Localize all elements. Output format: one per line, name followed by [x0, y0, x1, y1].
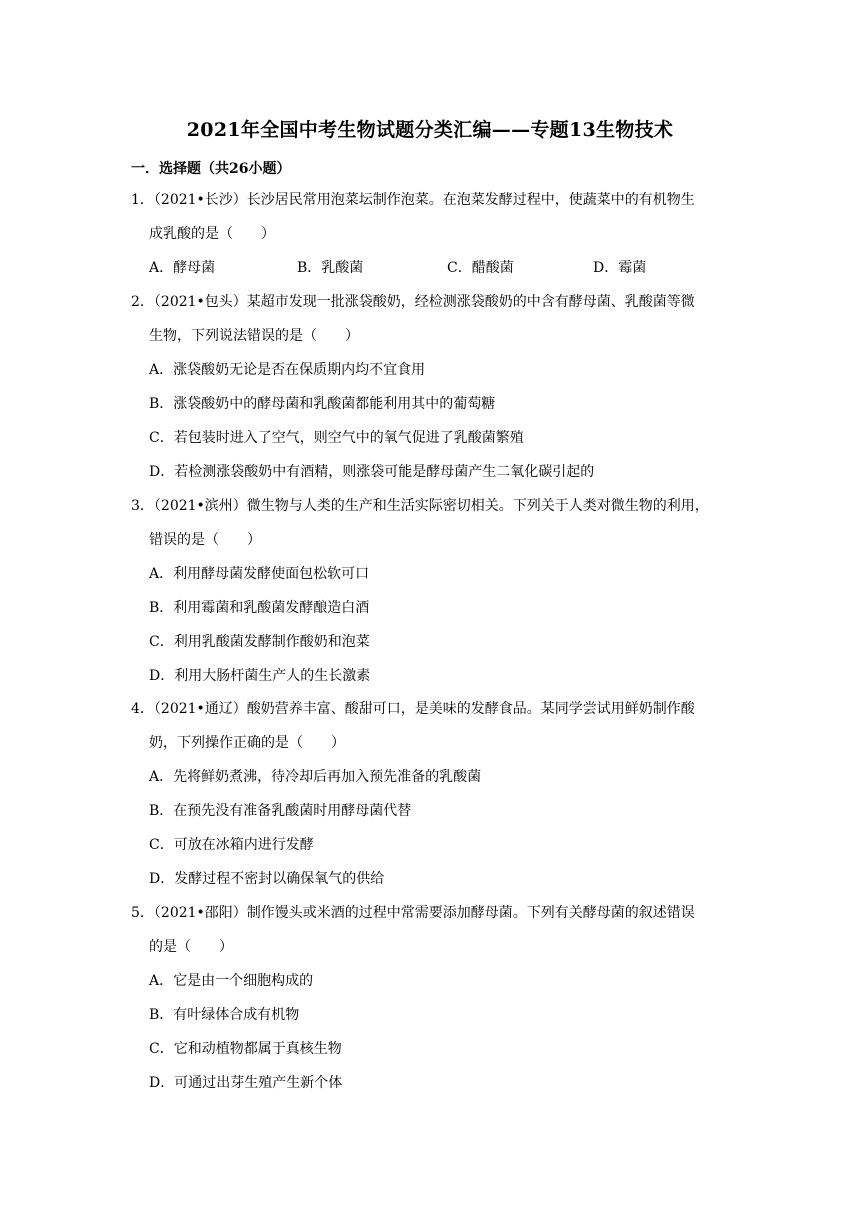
- question-4-stem-line-2: 奶，下列操作正确的是（ ）: [149, 735, 345, 751]
- question-3-option-d: D．利用大肠杆菌生产人的生长激素: [149, 668, 371, 684]
- question-2-stem-line-1: 2．（2021•包头）某超市发现一批涨袋酸奶，经检测涨袋酸奶的中含有酵母菌、乳酸菌等微: [131, 294, 695, 310]
- question-1-option-d: D．霉菌: [593, 260, 647, 276]
- question-2-stem-line-2: 生物，下列说法错误的是（ ）: [149, 328, 359, 344]
- question-1-options: [149, 259, 749, 277]
- question-3-option-c: C．利用乳酸菌发酵制作酸奶和泡菜: [149, 634, 370, 650]
- question-3-stem-line-2: 错误的是（ ）: [149, 532, 261, 548]
- question-1-option-b: B．乳酸菌: [297, 260, 364, 276]
- question-1-option-c: C．醋酸菌: [447, 260, 514, 276]
- question-3-option-b: B．利用霉菌和乳酸菌发酵酿造白酒: [149, 600, 370, 616]
- question-3-option-a: A．利用酵母菌发酵使面包松软可口: [149, 566, 370, 582]
- question-1-stem-line-2: 成乳酸的是（ ）: [149, 226, 275, 242]
- question-4-option-b: B．在预先没有准备乳酸菌时用酵母菌代替: [149, 803, 412, 819]
- question-5-option-b: B．有叶绿体合成有机物: [149, 1007, 300, 1023]
- question-2-option-a: A．涨袋酸奶无论是否在保质期内均不宜食用: [149, 362, 426, 378]
- question-2-option-b: B．涨袋酸奶中的酵母菌和乳酸菌都能利用其中的葡萄糖: [149, 396, 496, 412]
- question-1-stem-line-1: 1．（2021•长沙）长沙居民常用泡菜坛制作泡菜。在泡菜发酵过程中，使蔬菜中的有机物生: [131, 192, 695, 208]
- question-5-stem-line-1: 5．（2021•邵阳）制作馒头或米酒的过程中常需要添加酵母菌。下列有关酵母菌的叙述错误: [131, 905, 695, 921]
- question-5-option-c: C．它和动植物都属于真核生物: [149, 1041, 342, 1057]
- question-5-stem-line-2: 的是（ ）: [149, 939, 233, 955]
- question-4-stem-line-1: 4．（2021•通辽）酸奶营养丰富、酸甜可口，是美味的发酵食品。某同学尝试用鲜奶制作酸: [131, 701, 695, 717]
- section-heading: 一．选择题（共26小题）: [131, 161, 291, 177]
- question-4-option-a: A．先将鲜奶煮沸，待冷却后再加入预先准备的乳酸菌: [149, 769, 482, 785]
- document-title: 2021年全国中考生物试题分类汇编——专题13生物技术: [186, 119, 674, 141]
- question-4-option-d: D．发酵过程不密封以确保氧气的供给: [149, 871, 385, 887]
- question-2-option-d: D．若检测涨袋酸奶中有酒精，则涨袋可能是酵母菌产生二氧化碳引起的: [149, 464, 595, 480]
- question-5-option-d: D．可通过出芽生殖产生新个体: [149, 1075, 343, 1091]
- question-2-option-c: C．若包装时进入了空气，则空气中的氧气促进了乳酸菌繁殖: [149, 430, 524, 446]
- question-5-option-a: A．它是由一个细胞构成的: [149, 973, 314, 989]
- question-3-stem-line-1: 3．（2021•滨州）微生物与人类的生产和生活实际密切相关。下列关于人类对微生物的利用，: [131, 498, 709, 514]
- question-1-option-a: A．酵母菌: [149, 260, 216, 276]
- question-4-option-c: C．可放在冰箱内进行发酵: [149, 837, 314, 853]
